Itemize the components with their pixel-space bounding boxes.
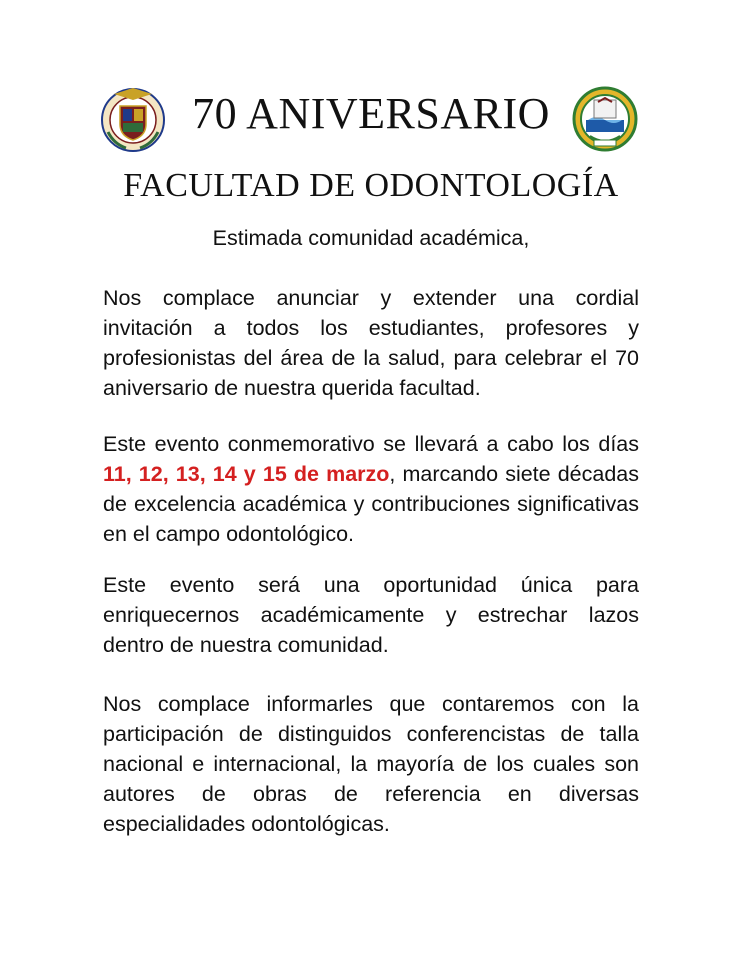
faculty-heading: FACULTAD DE ODONTOLOGÍA bbox=[123, 167, 619, 204]
opportunity-paragraph: Este evento será una oportunidad única para enriquecernos académicamente y estrechar lazos dentro de nuestra comunidad. bbox=[103, 573, 639, 657]
event-dates: 11, 12, 13, 14 y 15 de marzo bbox=[103, 462, 390, 486]
event-dates-rest: , marcando siete décadas de excelencia académica y contribuciones significativas en el campo odontológico. bbox=[103, 462, 639, 546]
invitation-paragraph: Nos complace anunciar y extender una cordial invitación a todos los estudiantes, profesores y profesionistas del área de la salud, para celebrar el 70 aniversario de nuestra querida facultad. bbox=[103, 286, 639, 400]
dental-faculty-seal-icon bbox=[572, 86, 638, 152]
speakers-paragraph: Nos complace informarles que contaremos con la participación de distinguidos conferencistas de talla nacional e internacional, la mayoría de los cuales son autores de obras de referencia en diversas especialidades odontológicas. bbox=[103, 692, 639, 836]
page-title: 70 ANIVERSARIO bbox=[192, 89, 550, 138]
event-dates-intro: Este evento conmemorativo se llevará a cabo los días bbox=[103, 432, 639, 456]
greeting: Estimada comunidad académica, bbox=[212, 226, 530, 250]
event-dates-paragraph bbox=[103, 429, 639, 549]
header bbox=[0, 80, 742, 160]
